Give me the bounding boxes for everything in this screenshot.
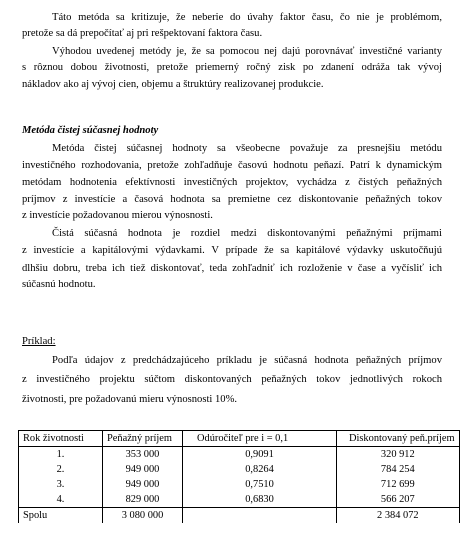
cell-income: 353 000 bbox=[103, 447, 183, 463]
p5-line-2: z investičného projektu súčtom diskontovaných peňažných tokov jednotlivých rokoch bbox=[22, 374, 442, 385]
results-table bbox=[18, 430, 460, 523]
cell-factor: 0,7510 bbox=[183, 477, 337, 492]
p2-line-1: Výhodou uvedenej metódy je, že sa pomocou nej dajú porovnávať investičné varianty bbox=[52, 46, 442, 57]
cell-total-factor bbox=[183, 508, 337, 524]
p1-line-1: Táto metóda sa kritizuje, že neberie do úvahy faktor času, čo nie je problémom, bbox=[52, 12, 442, 23]
header-discount-factor: Odúročiteľ pre i = 0,1 bbox=[183, 431, 337, 447]
section-heading: Metóda čistej súčasnej hodnoty bbox=[22, 125, 159, 136]
header-year: Rok životnosti bbox=[19, 431, 103, 447]
cell-year: 3. bbox=[19, 477, 103, 492]
cell-discounted: 566 207 bbox=[337, 492, 460, 508]
p4-line-1: Čistá súčasná hodnota je rozdiel medzi diskontovanými peňažnými príjmami bbox=[52, 228, 442, 239]
cell-income: 949 000 bbox=[103, 477, 183, 492]
table-header-row bbox=[19, 431, 460, 447]
cell-total-income: 3 080 000 bbox=[103, 508, 183, 524]
cell-total-discounted: 2 384 072 bbox=[337, 508, 460, 524]
table-row bbox=[19, 492, 460, 508]
header-income: Peňažný príjem bbox=[103, 431, 183, 447]
cell-factor: 0,8264 bbox=[183, 462, 337, 477]
cell-discounted: 712 699 bbox=[337, 477, 460, 492]
cell-income: 949 000 bbox=[103, 462, 183, 477]
p4-line-2: z investície a kapitálovými výdavkami. V prípade že sa kapitálové výdavky uskutočňujú bbox=[22, 245, 442, 256]
cell-factor: 0,9091 bbox=[183, 447, 337, 463]
p5-line-3: životnosti, pre požadovanú mieru výnosnosti 10%. bbox=[22, 394, 238, 405]
p3-line-1: Metóda čistej súčasnej hodnoty sa všeobecne považuje za presnejšiu metódu bbox=[52, 143, 442, 154]
cell-discounted: 784 254 bbox=[337, 462, 460, 477]
p3-line-4: príjmov z investície a časová hodnota sa premietne cez diskontovanie peňažných tokov bbox=[22, 194, 442, 205]
p2-line-2: s rôznou dobou životnosti, pretože priemerný ročný zisk po zdanení odráža tak vývoj bbox=[22, 62, 442, 73]
cell-year: 1. bbox=[19, 447, 103, 463]
p4-line-4: súčasnú hodnotu. bbox=[22, 279, 96, 290]
p3-line-3: metódam hodnotenia efektívnosti investičných projektov, vychádza z čistých peňažných bbox=[22, 177, 442, 188]
p1-line-2: pretože sa dá prepočítať aj pri rešpektovaní faktora času. bbox=[22, 28, 263, 39]
p5-line-1: Podľa údajov z predchádzajúceho príkladu je súčasná hodnota peňažných príjmov bbox=[52, 355, 442, 366]
table-total-row bbox=[19, 508, 460, 524]
p3-line-2: investičného rozhodovania, pretože zohľadňuje časovú hodnotu peňazí. Patrí k dynamickým bbox=[22, 160, 442, 171]
table-row bbox=[19, 462, 460, 477]
p3-line-5: z investície požadovanou mierou výnosnosti. bbox=[22, 210, 213, 221]
header-discounted-income: Diskontovaný peň.príjem bbox=[337, 431, 460, 447]
p4-line-3: dlhšiu dobru, treba ich tiež diskontovať, teda zohľadniť ich rozloženie v čase a vyčísliť ich bbox=[22, 263, 442, 274]
cell-year: 4. bbox=[19, 492, 103, 508]
p2-line-3: nákladov ako aj vývoj cien, objemu a štruktúry realizovanej produkcie. bbox=[22, 79, 324, 90]
cell-income: 829 000 bbox=[103, 492, 183, 508]
cell-total-label: Spolu bbox=[19, 508, 103, 524]
cell-factor: 0,6830 bbox=[183, 492, 337, 508]
table-row bbox=[19, 447, 460, 463]
example-label: Príklad: bbox=[22, 336, 56, 347]
cell-year: 2. bbox=[19, 462, 103, 477]
table-row bbox=[19, 477, 460, 492]
cell-discounted: 320 912 bbox=[337, 447, 460, 463]
